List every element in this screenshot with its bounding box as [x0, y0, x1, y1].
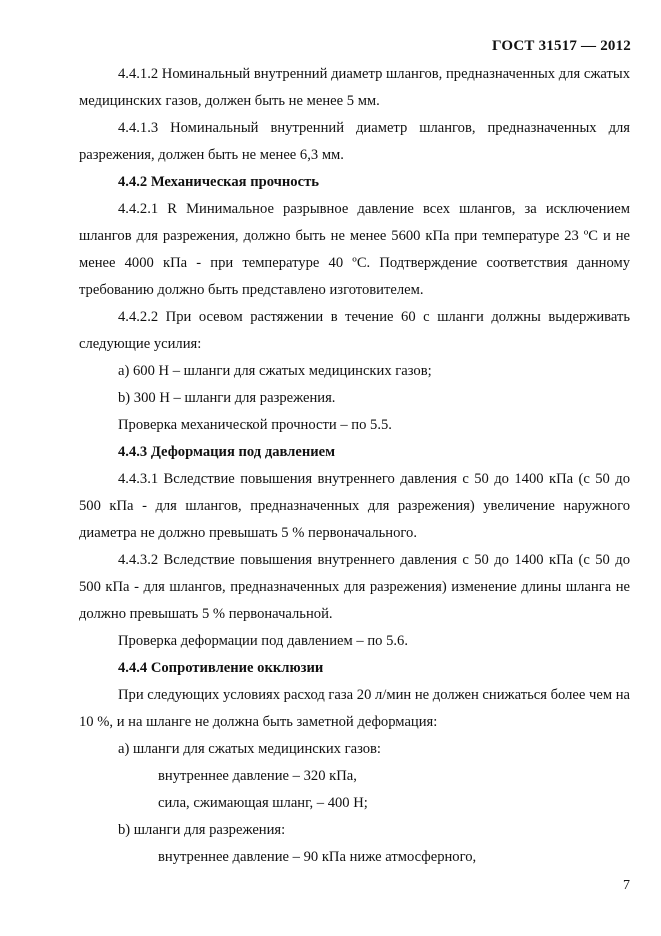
section-heading-4-4-2: 4.4.2 Механическая прочность: [118, 174, 319, 190]
test-reference-4-4-3: Проверка деформации под давлением – по 5.6.: [118, 633, 409, 649]
section-heading-4-4-3: 4.4.3 Деформация под давлением: [118, 444, 336, 460]
test-reference-4-4-2: Проверка механической прочности – по 5.5.: [118, 417, 392, 433]
paragraph-4-4-4-intro: При следующих условиях расход газа 20 л/мин не должен снижаться более чем на 10 %, и на шланге не должна быть заметной деформация:: [79, 687, 630, 730]
list-subitem-4-4-4-a-pressure: внутреннее давление – 320 кПа,: [158, 768, 357, 784]
paragraph-4-4-1-2: 4.4.1.2 Номинальный внутренний диаметр шлангов, предназначенных для сжатых медицинских газов, должен быть не менее 5 мм.: [79, 66, 630, 109]
list-item-4-4-4-b: b) шланги для разрежения:: [118, 822, 286, 838]
list-subitem-4-4-4-b-pressure: внутреннее давление – 90 кПа ниже атмосферного,: [158, 849, 477, 865]
list-item-4-4-2-a: a) 600 Н – шланги для сжатых медицинских газов;: [118, 363, 432, 379]
page-number: 7: [623, 878, 630, 893]
list-subitem-4-4-4-a-force: сила, сжимающая шланг, – 400 Н;: [158, 795, 368, 811]
paragraph-4-4-3-1: 4.4.3.1 Вследствие повышения внутреннего давления с 50 до 1400 кПа (с 50 до 500 кПа - для шлангов, предназначенных для разрежения) увеличение наружного диаметра не должно превышать 5 % первоначального.: [79, 471, 630, 541]
list-item-4-4-4-a: a) шланги для сжатых медицинских газов:: [118, 741, 381, 757]
document-body: [79, 61, 630, 871]
section-heading-4-4-4: 4.4.4 Сопротивление окклюзии: [118, 660, 324, 676]
paragraph-4-4-2-2: 4.4.2.2 При осевом растяжении в течение 60 с шланги должны выдерживать следующие усилия:: [79, 309, 630, 352]
paragraph-4-4-3-2: 4.4.3.2 Вследствие повышения внутреннего давления с 50 до 1400 кПа (с 50 до 500 кПа - для шлангов, предназначенных для разрежения) изменение длины шланга не должно превышать 5 % первоначальной.: [79, 552, 630, 622]
paragraph-4-4-2-1: 4.4.2.1 R Минимальное разрывное давление всех шлангов, за исключением шлангов для разрежения, должно быть не менее 5600 кПа при температуре 23 ºС и не менее 4000 кПа - при температуре 40 ºС. Подтверждение соответствия данному требованию должно быть представлено изготовителем.: [79, 201, 630, 298]
list-item-4-4-2-b: b) 300 Н – шланги для разрежения.: [118, 390, 336, 406]
paragraph-4-4-1-3: 4.4.1.3 Номинальный внутренний диаметр шлангов, предназначенных для разрежения, должен быть не менее 6,3 мм.: [79, 120, 630, 163]
document-header: ГОСТ 31517 — 2012: [491, 38, 631, 54]
